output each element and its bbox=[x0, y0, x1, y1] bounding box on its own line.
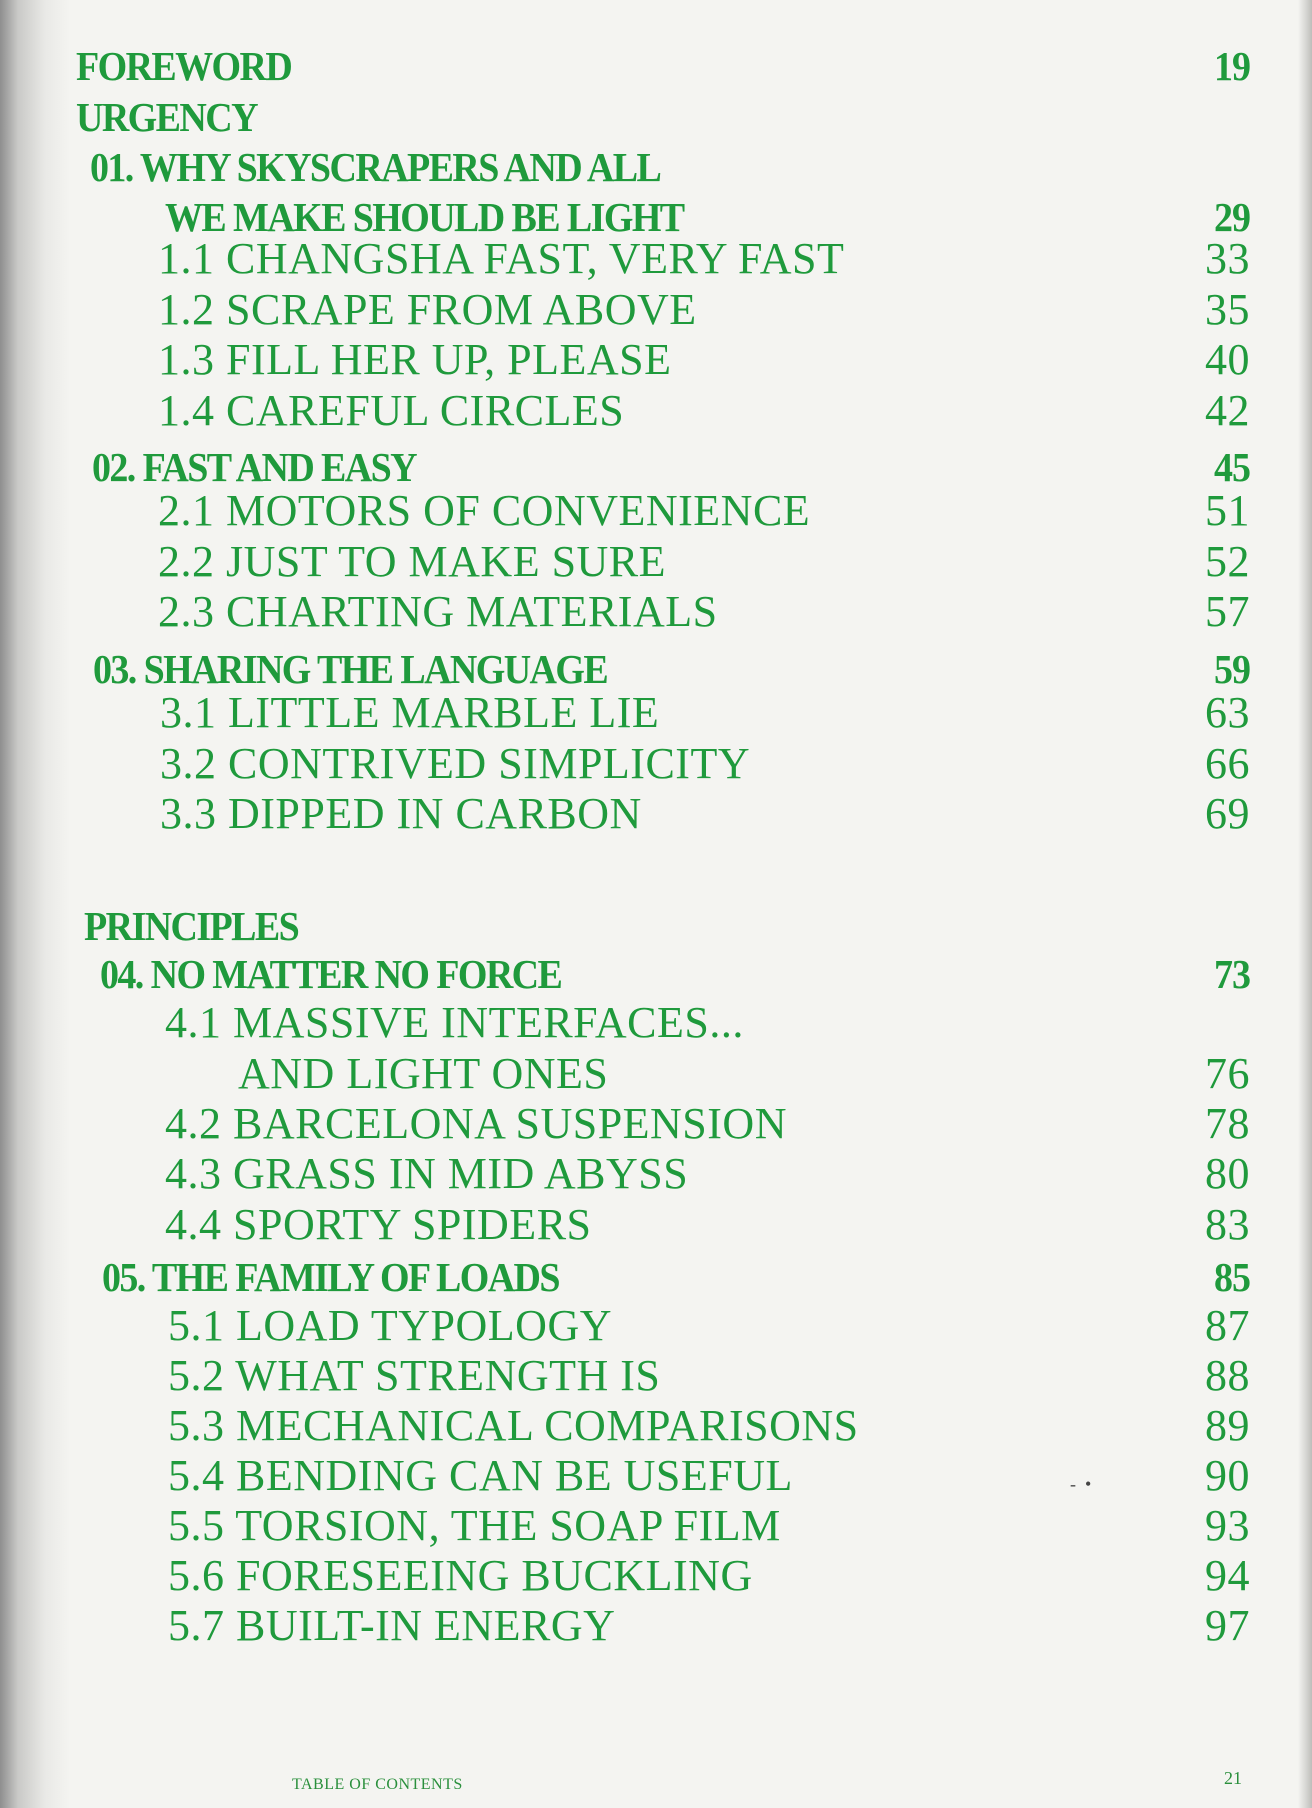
toc-entry-label: URGENCY bbox=[76, 95, 257, 141]
toc-entry-page: 42 bbox=[1205, 386, 1250, 435]
toc-entry-label: 5.6 FORESEEING BUCKLING bbox=[168, 1551, 753, 1600]
toc-entry bbox=[0, 1351, 1312, 1401]
toc-entry-page: 83 bbox=[1205, 1200, 1250, 1249]
toc-entry bbox=[0, 950, 1312, 1000]
toc-entry bbox=[0, 1451, 1312, 1501]
toc-entry bbox=[0, 143, 1312, 193]
toc-entry-page: 66 bbox=[1205, 739, 1250, 788]
toc-entry-page: 57 bbox=[1205, 587, 1250, 636]
toc-entry-label: FOREWORD bbox=[76, 44, 292, 90]
toc-entry-label: WE MAKE SHOULD BE LIGHT bbox=[165, 195, 684, 241]
toc-entry bbox=[0, 789, 1312, 839]
toc-entry-label: AND LIGHT ONES bbox=[238, 1049, 609, 1098]
toc-entry bbox=[0, 1049, 1312, 1099]
toc-entry-page: 80 bbox=[1205, 1149, 1250, 1198]
toc-entry-page: 63 bbox=[1205, 688, 1250, 737]
toc-entry-page: 88 bbox=[1205, 1351, 1250, 1400]
toc-entry-label: 3.1 LITTLE MARBLE LIE bbox=[160, 688, 660, 737]
toc-entry-label: 05. THE FAMILY OF LOADS bbox=[102, 1255, 559, 1301]
toc-entry-label: 5.5 TORSION, THE SOAP FILM bbox=[168, 1501, 781, 1550]
toc-entry-page: 85 bbox=[1214, 1255, 1250, 1301]
toc-entry-label: 2.2 JUST TO MAKE SURE bbox=[158, 537, 667, 586]
toc-entry-page: 93 bbox=[1205, 1501, 1250, 1550]
toc-entry-label: 4.2 BARCELONA SUSPENSION bbox=[165, 1099, 787, 1148]
toc-entry-page: 29 bbox=[1214, 195, 1250, 241]
toc-entry bbox=[0, 587, 1312, 637]
toc-entry-page: 19 bbox=[1214, 44, 1250, 90]
toc-entry-page: 33 bbox=[1205, 234, 1250, 283]
toc-entry-page: 97 bbox=[1205, 1601, 1250, 1650]
toc-entry-label: 02. FAST AND EASY bbox=[92, 445, 417, 491]
toc-entry-label: 5.2 WHAT STRENGTH IS bbox=[168, 1351, 661, 1400]
toc-entry bbox=[0, 739, 1312, 789]
toc-entry bbox=[0, 902, 1312, 952]
toc-entry bbox=[0, 386, 1312, 436]
toc-entry bbox=[0, 1401, 1312, 1451]
toc-entry-label: 5.4 BENDING CAN BE USEFUL bbox=[168, 1451, 793, 1500]
toc-entry-page: 87 bbox=[1205, 1301, 1250, 1350]
toc-entry bbox=[0, 1149, 1312, 1199]
toc-entry-page: 45 bbox=[1214, 445, 1250, 491]
toc-entry-label: 03. SHARING THE LANGUAGE bbox=[93, 647, 608, 693]
toc-entry-label: 5.3 MECHANICAL COMPARISONS bbox=[168, 1401, 859, 1450]
toc-entry bbox=[0, 42, 1312, 92]
toc-entry-label: 4.4 SPORTY SPIDERS bbox=[165, 1200, 592, 1249]
toc-entry bbox=[0, 1601, 1312, 1651]
toc-entry-label: 5.1 LOAD TYPOLOGY bbox=[168, 1301, 613, 1350]
toc-entry-label: 04. NO MATTER NO FORCE bbox=[100, 952, 562, 998]
toc-entry-page: 94 bbox=[1205, 1551, 1250, 1600]
toc-entry bbox=[0, 234, 1312, 284]
toc-entry-label: 3.3 DIPPED IN CARBON bbox=[160, 789, 642, 838]
toc-entry bbox=[0, 1301, 1312, 1351]
toc-entry-label: 01. WHY SKYSCRAPERS AND ALL bbox=[90, 145, 661, 191]
toc-entry-page: 51 bbox=[1205, 486, 1250, 535]
toc-entry-label: 2.1 MOTORS OF CONVENIENCE bbox=[158, 486, 811, 535]
footer-page-number: 21 bbox=[1224, 1768, 1242, 1788]
footer-title: TABLE OF CONTENTS bbox=[292, 1776, 463, 1793]
toc-entry bbox=[0, 1253, 1312, 1303]
toc-entry-page: 59 bbox=[1214, 647, 1250, 693]
toc-entry-label: 1.2 SCRAPE FROM ABOVE bbox=[158, 285, 697, 334]
toc-entry-label: 4.1 MASSIVE INTERFACES... bbox=[165, 998, 744, 1047]
toc-entry bbox=[0, 998, 1312, 1048]
toc-entry bbox=[0, 1551, 1312, 1601]
toc-entry-label: 5.7 BUILT-IN ENERGY bbox=[168, 1601, 616, 1650]
toc-entry bbox=[0, 537, 1312, 587]
toc-entry-label: 2.3 CHARTING MATERIALS bbox=[158, 587, 718, 636]
toc-entry-page: 90 bbox=[1205, 1451, 1250, 1500]
toc-entry-label: PRINCIPLES bbox=[84, 904, 299, 950]
toc-entry-page: 78 bbox=[1205, 1099, 1250, 1148]
toc-entry bbox=[0, 1200, 1312, 1250]
toc-entry-page: 76 bbox=[1205, 1049, 1250, 1098]
toc-entry bbox=[0, 335, 1312, 385]
toc-entry-page: 73 bbox=[1214, 952, 1250, 998]
toc-entry-label: 4.3 GRASS IN MID ABYSS bbox=[165, 1149, 689, 1198]
toc-entry bbox=[0, 1501, 1312, 1551]
toc-entry bbox=[0, 93, 1312, 143]
toc-entry-page: 40 bbox=[1205, 335, 1250, 384]
toc-entry bbox=[0, 1099, 1312, 1149]
toc-entry-label: 1.3 FILL HER UP, PLEASE bbox=[158, 335, 672, 384]
toc-entry-label: 1.4 CAREFUL CIRCLES bbox=[158, 386, 625, 435]
toc-entry-page: 52 bbox=[1205, 537, 1250, 586]
toc-entry-label: 1.1 CHANGSHA FAST, VERY FAST bbox=[158, 234, 845, 283]
toc-entry-label: 3.2 CONTRIVED SIMPLICITY bbox=[160, 739, 751, 788]
stray-ink-mark: ‐ • bbox=[1070, 1474, 1092, 1494]
toc-entry-page: 35 bbox=[1205, 285, 1250, 334]
toc-entry bbox=[0, 285, 1312, 335]
toc-entry-page: 89 bbox=[1205, 1401, 1250, 1450]
toc-entry bbox=[0, 486, 1312, 536]
toc-entry-page: 69 bbox=[1205, 789, 1250, 838]
toc-entry bbox=[0, 688, 1312, 738]
